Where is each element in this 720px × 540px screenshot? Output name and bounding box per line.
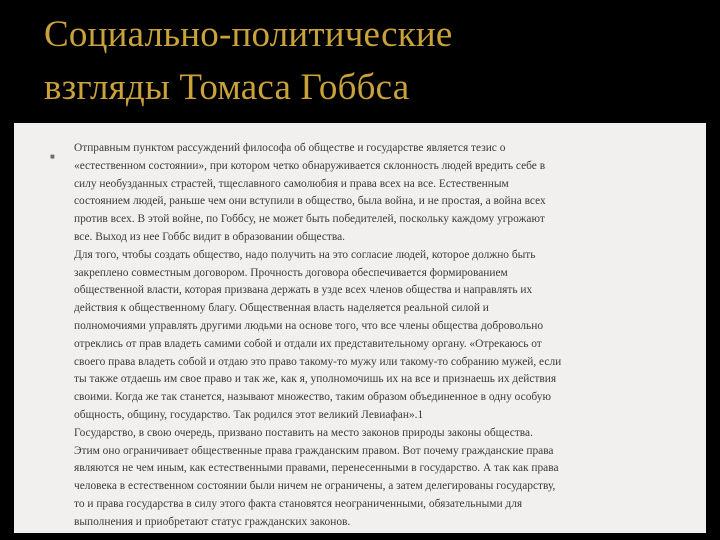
body-line: выполнения и приобретают статус гражданских законов. xyxy=(74,515,351,528)
body-line: «естественном состоянии», при котором четко обнаруживается склонность людей вредить себе в xyxy=(74,159,546,172)
body-line: силу необузданных страстей, тщеславного самолюбия и права всех на все. Естественным xyxy=(74,177,509,190)
title-bar xyxy=(0,0,720,118)
body-line: ты также отдаешь им свое право и так же, как я, уполномочишь их на все и признаешь их действия xyxy=(74,373,557,386)
body-line: Государство, в свою очередь, призвано поставить на место законов природы законы общества. xyxy=(74,426,533,439)
content-panel xyxy=(14,123,706,533)
body-line: то и права государства в силу этого факта становятся неограниченными, обязательными для xyxy=(74,497,523,510)
body-line: отреклись от прав владеть самими собой и отдали их представительному органу. «Отрекаюсь от xyxy=(74,337,542,350)
body-paragraph xyxy=(74,140,678,532)
slide-title-line-1: Социально-политические xyxy=(44,14,453,55)
body-line: общественной власти, которая призвана держать в узде всех членов общества и направлять их xyxy=(74,284,533,297)
body-line: являются не чем иным, как естественными правами, перенесенными в государство. А так как права xyxy=(74,462,559,475)
body-line: состоянием людей, раньше чем они вступили в общество, была война, и не простая, а война всех xyxy=(74,195,546,208)
slide-title xyxy=(44,8,453,114)
square-bullet-icon: ■ xyxy=(50,152,55,161)
body-line: Отправным пунктом рассуждений философа об обществе и государстве является тезис о xyxy=(74,142,506,154)
body-line: общность, общину, государство. Так родился этот великий Левиафан».1 xyxy=(74,408,424,421)
body-line: своего права владеть собой и отдаю это право такому-то мужу или такому-то собранию мужей, если xyxy=(74,355,562,368)
body-line: против всех. В этой войне, по Гоббсу, не может быть победителей, поскольку каждому угрожают xyxy=(74,213,545,226)
body-line: Для того, чтобы создать общество, надо получить на это согласие людей, которое должно быть xyxy=(74,248,536,261)
body-line: Этим оно ограничивает общественные права гражданским правом. Вот почему гражданские права xyxy=(74,444,554,457)
body-line: все. Выход из нее Гоббс видит в образовании общества. xyxy=(74,230,346,243)
body-line: действия к общественному благу. Общественная власть наделяется реальной силой и xyxy=(74,302,489,315)
body-line: своими. Когда же так станется, называют множество, таким образом объединенное в одну особую xyxy=(74,391,551,404)
body-line: закреплено совместным договором. Прочность договора обеспечивается формированием xyxy=(74,266,508,279)
body-line: полномочиями управлять другими людьми на основе того, что все члены общества добровольно xyxy=(74,319,544,332)
body-line: человека в естественном состоянии были ничем не ограничены, а затем делегированы государству, xyxy=(74,480,556,493)
slide-title-line-2: взгляды Томаса Гоббса xyxy=(44,67,410,108)
